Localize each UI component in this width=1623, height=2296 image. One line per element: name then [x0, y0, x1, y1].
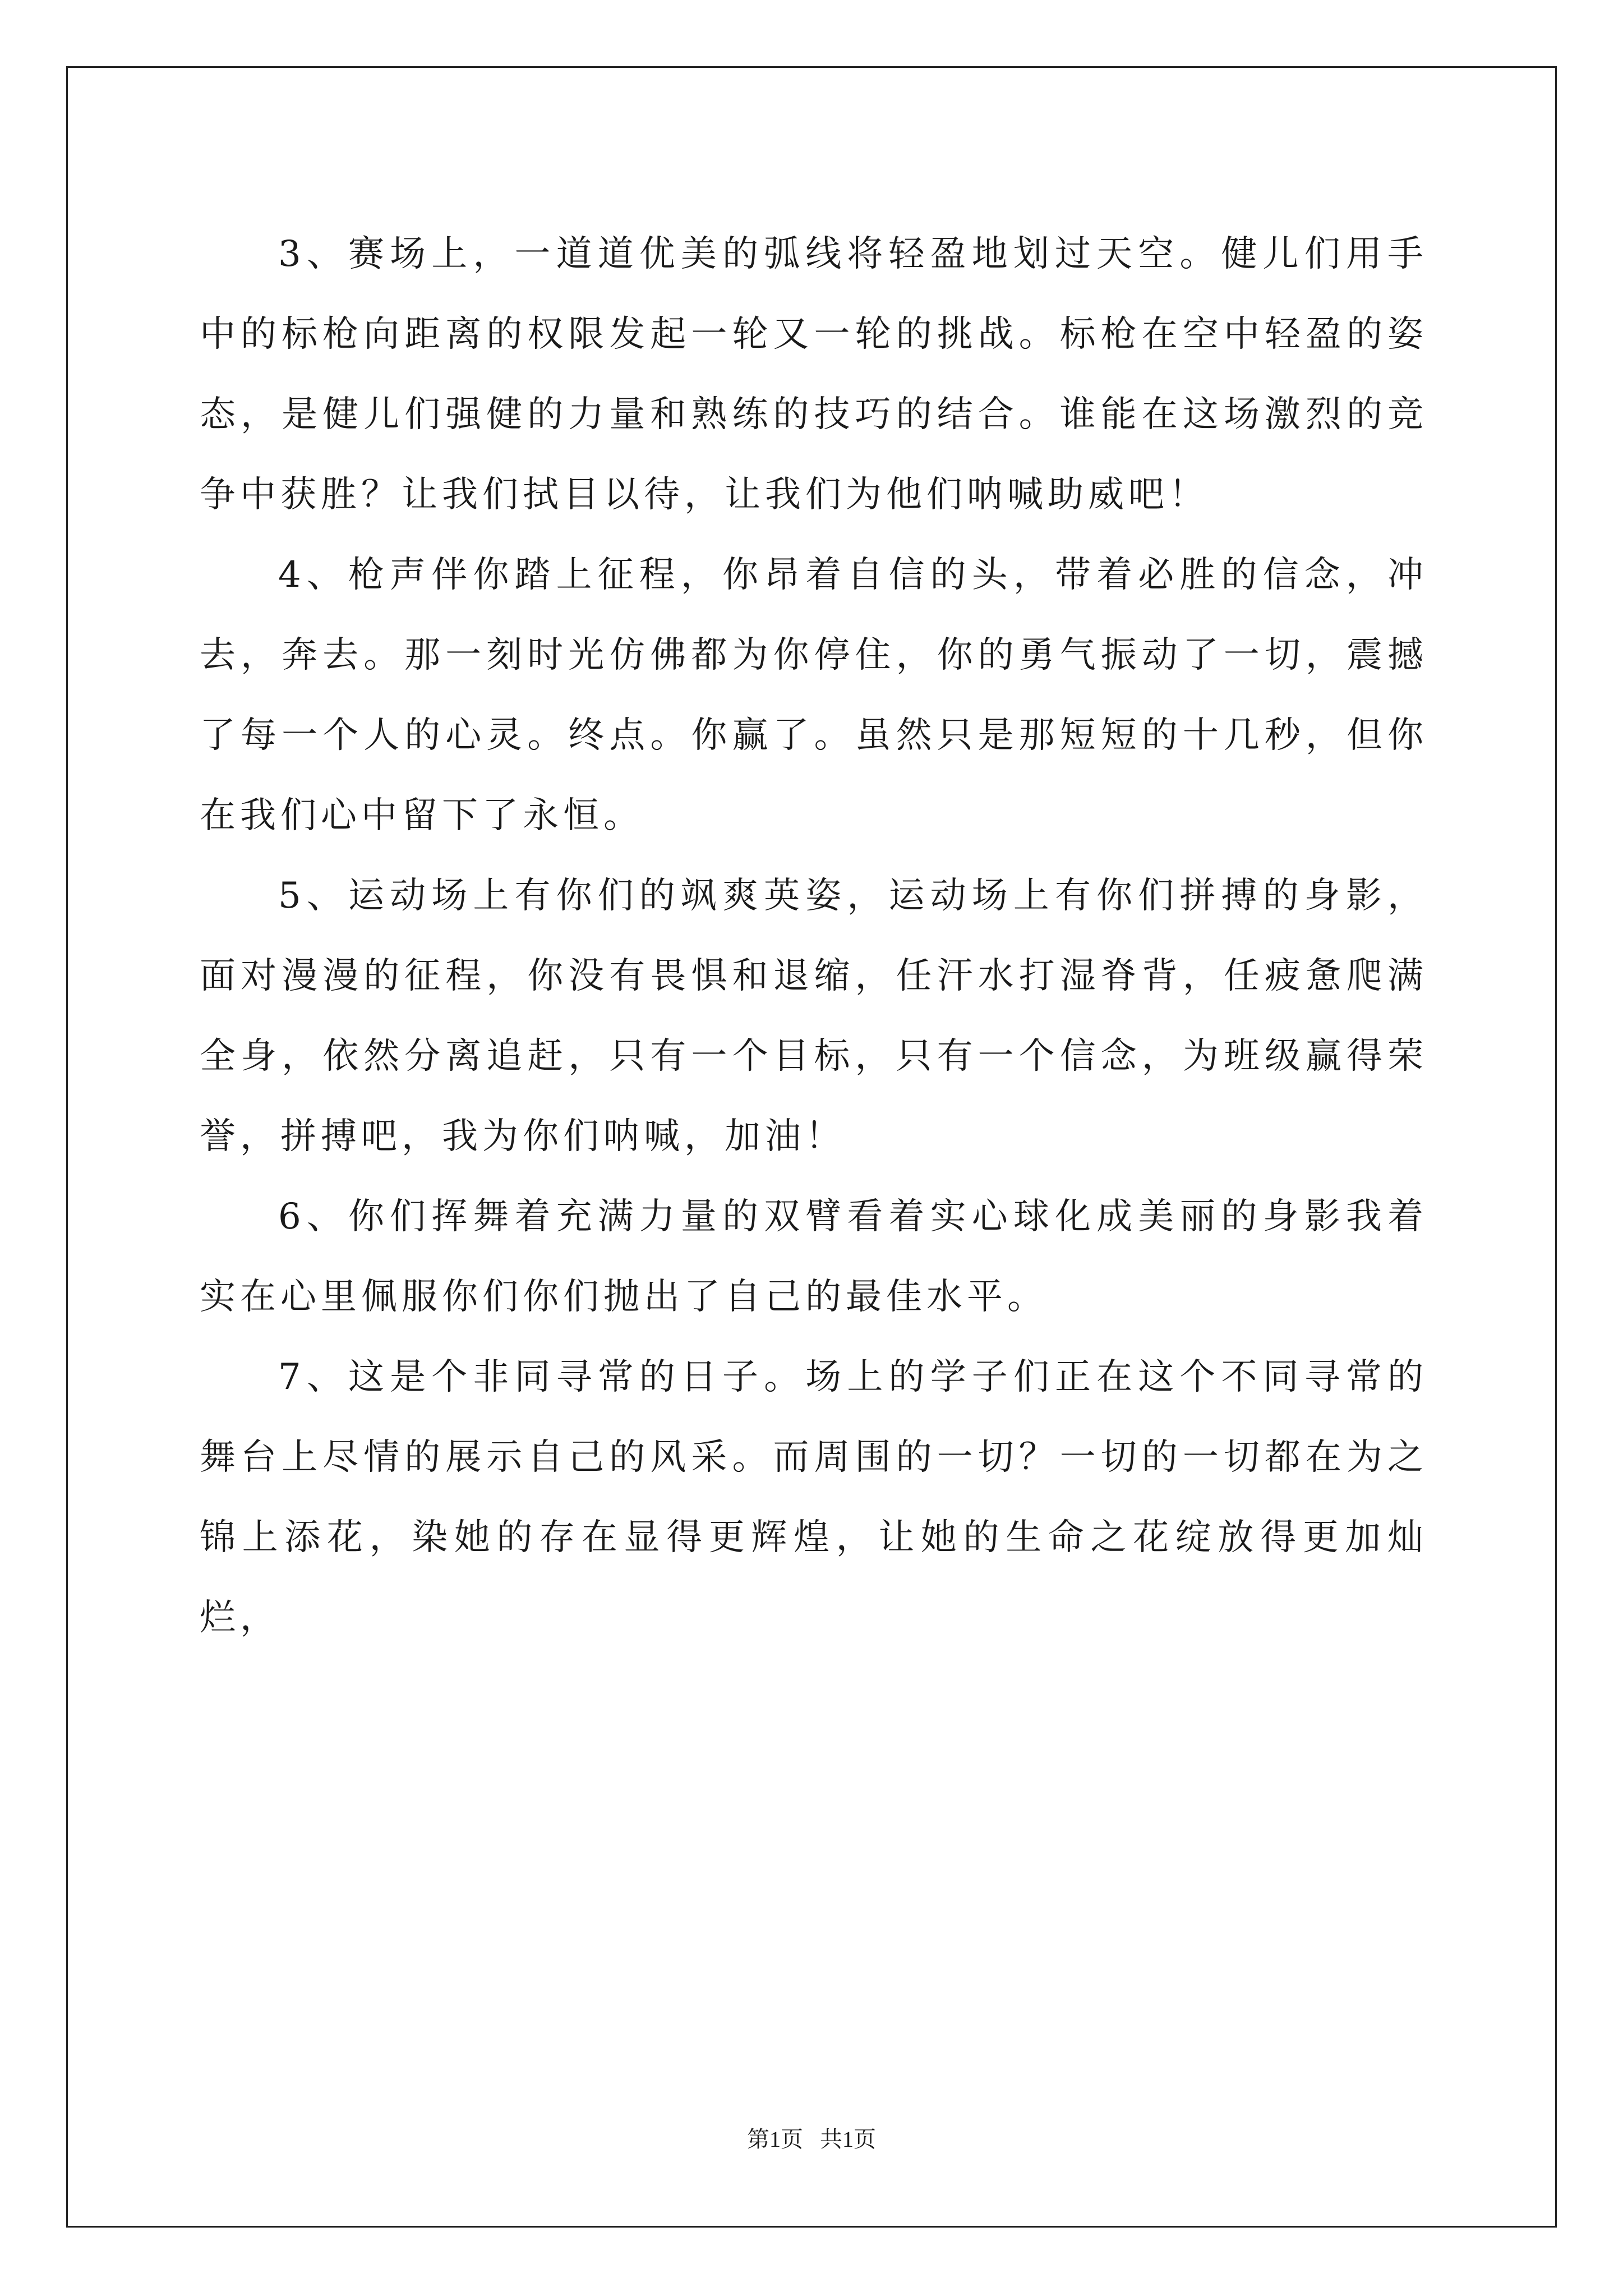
- paragraph-5: 5、运动场上有你们的飒爽英姿，运动场上有你们拼搏的身影，面对漫漫的征程，你没有畏惧和退缩，任汗水打湿脊背，任疲惫爬满全身，依然分离追赶，只有一个目标，只有一个信念，为班级赢得荣誉，拼搏吧，我为你们呐喊，加油！: [200, 875, 1428, 1157]
- page-footer: 第1页 共1页: [747, 2127, 876, 2152]
- paragraph-3: 3、赛场上，一道道优美的弧线将轻盈地划过天空。健儿们用手中的标枪向距离的权限发起一轮又一轮的挑战。标枪在空中轻盈的姿态，是健儿们强健的力量和熟练的技巧的结合。谁能在这场激烈的竞争中获胜？让我们拭目以待，让我们为他们呐喊助威吧！: [200, 233, 1428, 516]
- paragraph-6: 6、你们挥舞着充满力量的双臂看着实心球化成美丽的身影我着实在心里佩服你们你们抛出了自己的最佳水平。: [200, 1196, 1428, 1318]
- paragraph-7: 7、这是个非同寻常的日子。场上的学子们正在这个不同寻常的舞台上尽情的展示自己的风采。而周围的一切？一切的一切都在为之锦上添花，染她的存在显得更辉煌，让她的生命之花绽放得更加灿烂，: [200, 1356, 1428, 1639]
- paragraph-4: 4、枪声伴你踏上征程，你昂着自信的头，带着必胜的信念，冲去，奔去。那一刻时光仿佛都为你停住，你的勇气振动了一切，震撼了每一个人的心灵。终点。你赢了。虽然只是那短短的十几秒，但你在我们心中留下了永恒。: [200, 554, 1428, 836]
- document-body: [200, 214, 1428, 1658]
